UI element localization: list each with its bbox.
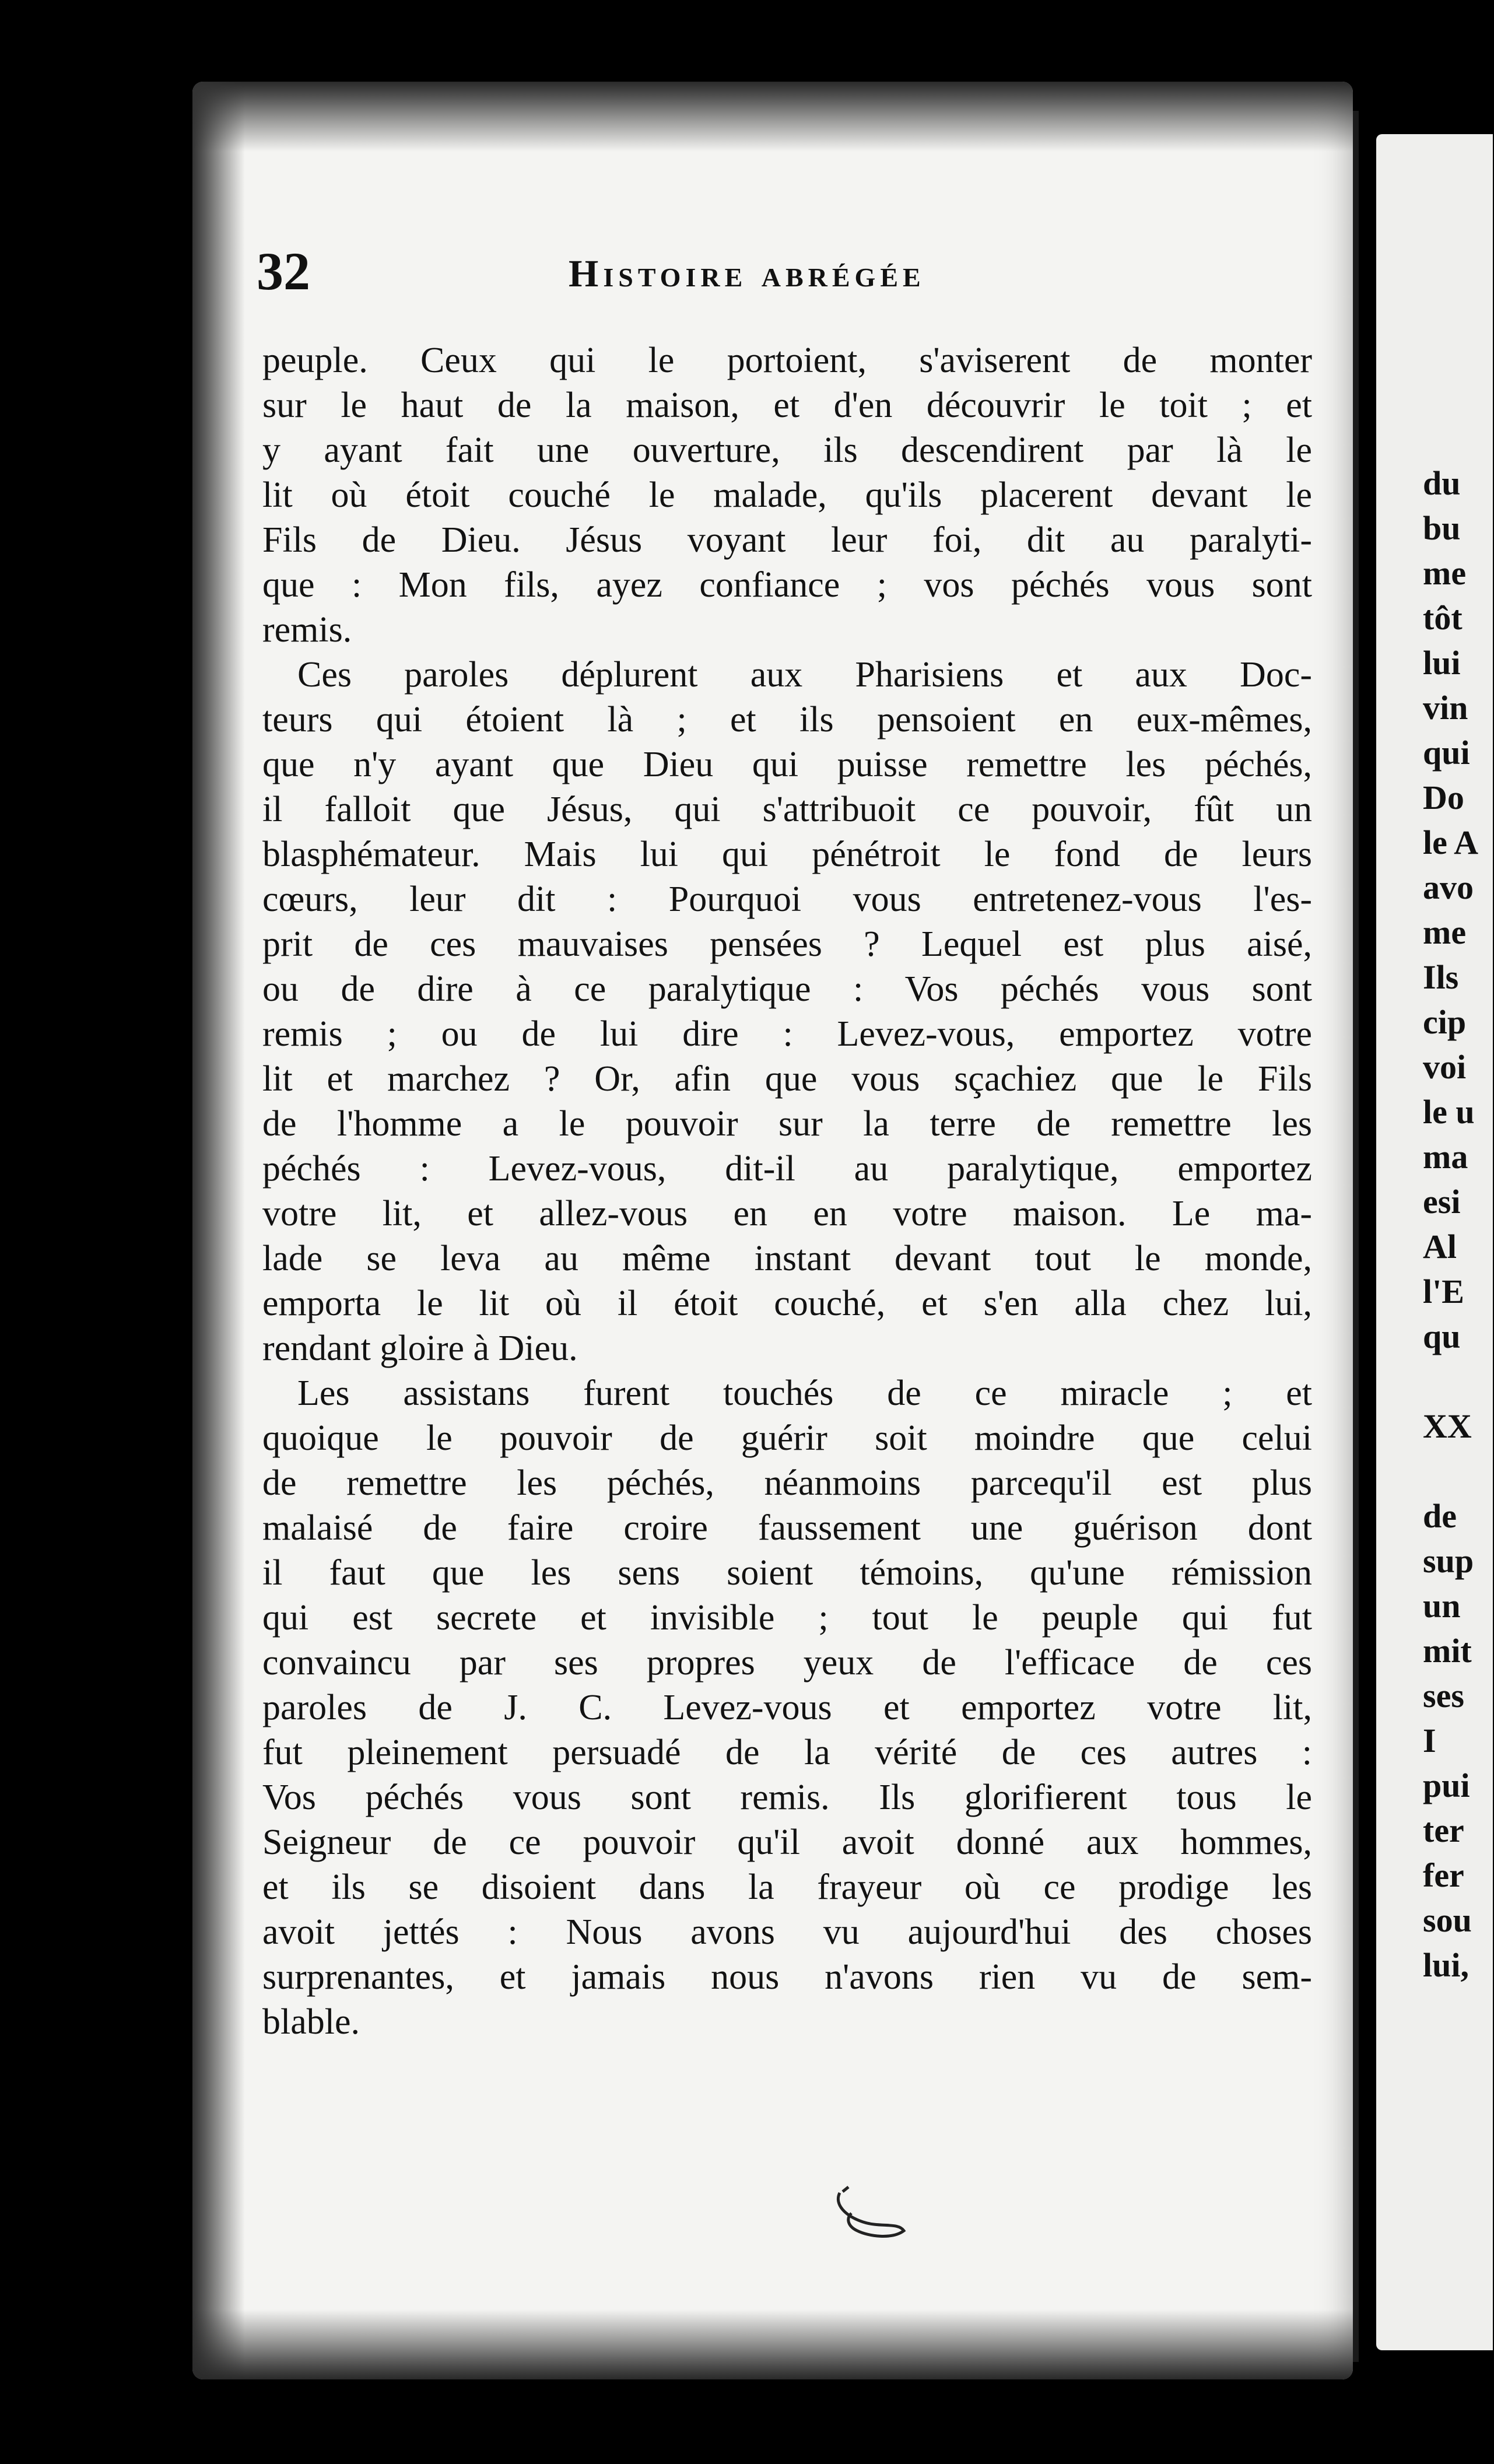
neighbor-fragment: pui xyxy=(1423,1766,1470,1804)
text-line: cœurs, leur dit : Pourquoi vous entretenez-vous l'es- xyxy=(262,879,1312,919)
text-line: Seigneur de ce pouvoir qu'il avoit donné aux hommes, xyxy=(262,1822,1312,1862)
text-line: que n'y ayant que Dieu qui puisse remettre les péchés, xyxy=(262,745,1312,784)
text-line: lit et marchez ? Or, afin que vous sçachiez que le Fils xyxy=(262,1059,1312,1099)
text-line: teurs qui étoient là ; et ils pensoient en eux-mêmes, xyxy=(262,700,1312,739)
neighbor-fragment: mit xyxy=(1423,1632,1472,1670)
text-line: avoit jettés : Nous avons vu aujourd'hui des choses xyxy=(262,1912,1312,1952)
page-header xyxy=(257,241,1312,301)
scan-edge-left xyxy=(192,82,245,2379)
neighbor-fragment: esi xyxy=(1423,1183,1461,1221)
neighbor-fragment: du xyxy=(1423,464,1461,502)
neighbor-fragment: voi xyxy=(1423,1048,1467,1086)
neighbor-fragment: avo xyxy=(1423,868,1474,906)
text-line: y ayant fait une ouverture, ils descendirent par là le xyxy=(262,430,1312,470)
text-line: emporta le lit où il étoit couché, et s'en alla chez lui, xyxy=(262,1284,1312,1323)
neighbor-fragment: sou xyxy=(1423,1901,1472,1939)
neighbor-fragment: lui, xyxy=(1423,1946,1469,1984)
neighbor-fragment: ma xyxy=(1423,1138,1468,1176)
neighbor-fragment: cip xyxy=(1423,1003,1467,1041)
text-line: surprenantes, et jamais nous n'avons rien vu de sem- xyxy=(262,1957,1312,1997)
text-line: Les assistans furent touchés de ce miracle ; et xyxy=(297,1373,1312,1413)
neighbor-spacer xyxy=(1376,1449,1493,1494)
text-line: convaincu par ses propres yeux de l'efficace de ces xyxy=(262,1643,1312,1683)
text-line: fut pleinement persuadé de la vérité de ces autres : xyxy=(262,1733,1312,1772)
text-line: Ces paroles déplurent aux Pharisiens et aux Doc- xyxy=(297,655,1312,695)
neighbor-fragment: me xyxy=(1423,913,1467,951)
text-line: malaisé de faire croire faussement une guérison dont xyxy=(262,1508,1312,1548)
text-line: rendant gloire à Dieu. xyxy=(262,1329,578,1368)
text-line: paroles de J. C. Levez-vous et emportez votre lit, xyxy=(262,1688,1312,1727)
text-line: remis. xyxy=(262,610,352,650)
tail-piece-ornament-icon xyxy=(828,2181,916,2251)
neighbor-fragment: l'E xyxy=(1423,1273,1464,1310)
text-line: peuple. Ceux qui le portoient, s'aviserent de monter xyxy=(262,341,1312,380)
text-line: sur le haut de la maison, et d'en découvrir le toit ; et xyxy=(262,385,1312,425)
scan-edge-top xyxy=(192,82,1353,152)
text-line: il faut que les sens soient témoins, qu'une rémission xyxy=(262,1553,1312,1593)
neighbor-fragment: le u xyxy=(1423,1093,1475,1131)
text-line: blasphémateur. Mais lui qui pénétroit le fond de leurs xyxy=(262,835,1312,874)
text-line: Vos péchés vous sont remis. Ils glorifierent tous le xyxy=(262,1778,1312,1817)
neighbor-fragment: un xyxy=(1423,1587,1461,1625)
neighbor-fragment: me xyxy=(1423,554,1467,592)
text-line: péchés : Levez-vous, dit-il au paralytique, emportez xyxy=(262,1149,1312,1189)
text-line: lade se leva au même instant devant tout le monde, xyxy=(262,1239,1312,1278)
body-text xyxy=(262,338,1312,2045)
scan-edge-bottom xyxy=(192,2309,1353,2379)
neighbor-spacer xyxy=(1376,1359,1493,1404)
text-line: prit de ces mauvaises pensées ? Lequel est plus aisé, xyxy=(262,924,1312,964)
neighbor-fragment: le A xyxy=(1423,823,1479,861)
neighbor-page xyxy=(1376,134,1493,2350)
neighbor-fragment: tôt xyxy=(1423,599,1463,637)
text-line: de l'homme a le pouvoir sur la terre de remettre les xyxy=(262,1104,1312,1144)
page-number: 32 xyxy=(257,241,310,301)
neighbor-fragment: I xyxy=(1423,1722,1436,1760)
neighbor-fragment: lui xyxy=(1423,644,1461,682)
text-line: il falloit que Jésus, qui s'attribuoit ce pouvoir, fût un xyxy=(262,790,1312,829)
neighbor-fragment: bu xyxy=(1423,509,1461,547)
text-line: de remettre les péchés, néanmoins parcequ'il est plus xyxy=(262,1463,1312,1503)
neighbor-fragment: ses xyxy=(1423,1677,1464,1715)
neighbor-fragment: ter xyxy=(1423,1811,1464,1849)
text-line: qui est secrete et invisible ; tout le peuple qui fut xyxy=(262,1598,1312,1638)
neighbor-fragment: qu xyxy=(1423,1317,1461,1355)
text-line: et ils se disoient dans la frayeur où ce prodige les xyxy=(262,1867,1312,1907)
text-line: Fils de Dieu. Jésus voyant leur foi, dit au paralyti- xyxy=(262,520,1312,560)
neighbor-fragment: de xyxy=(1423,1497,1457,1535)
neighbor-fragment: vin xyxy=(1423,689,1468,727)
text-line: que : Mon fils, ayez confiance ; vos péchés vous sont xyxy=(262,565,1312,605)
neighbor-fragment: Ils xyxy=(1423,958,1459,996)
neighbor-fragment: qui xyxy=(1423,734,1470,772)
neighbor-fragment: fer xyxy=(1423,1856,1464,1894)
neighbor-fragment: sup xyxy=(1423,1542,1474,1580)
text-line: blable. xyxy=(262,2002,360,2042)
text-line: remis ; ou de lui dire : Levez-vous, emportez votre xyxy=(262,1014,1312,1054)
text-line: lit où étoit couché le malade, qu'ils placerent devant le xyxy=(262,475,1312,515)
text-line: ou de dire à ce paralytique : Vos péchés vous sont xyxy=(262,969,1312,1009)
text-line: quoique le pouvoir de guérir soit moindre que celui xyxy=(262,1418,1312,1458)
neighbor-fragment: XX xyxy=(1423,1407,1472,1445)
neighbor-fragment: Al xyxy=(1423,1228,1457,1266)
running-title: Histoire abrégée xyxy=(569,253,925,295)
text-line: votre lit, et allez-vous en en votre maison. Le ma- xyxy=(262,1194,1312,1233)
neighbor-fragment: Do xyxy=(1423,779,1464,816)
